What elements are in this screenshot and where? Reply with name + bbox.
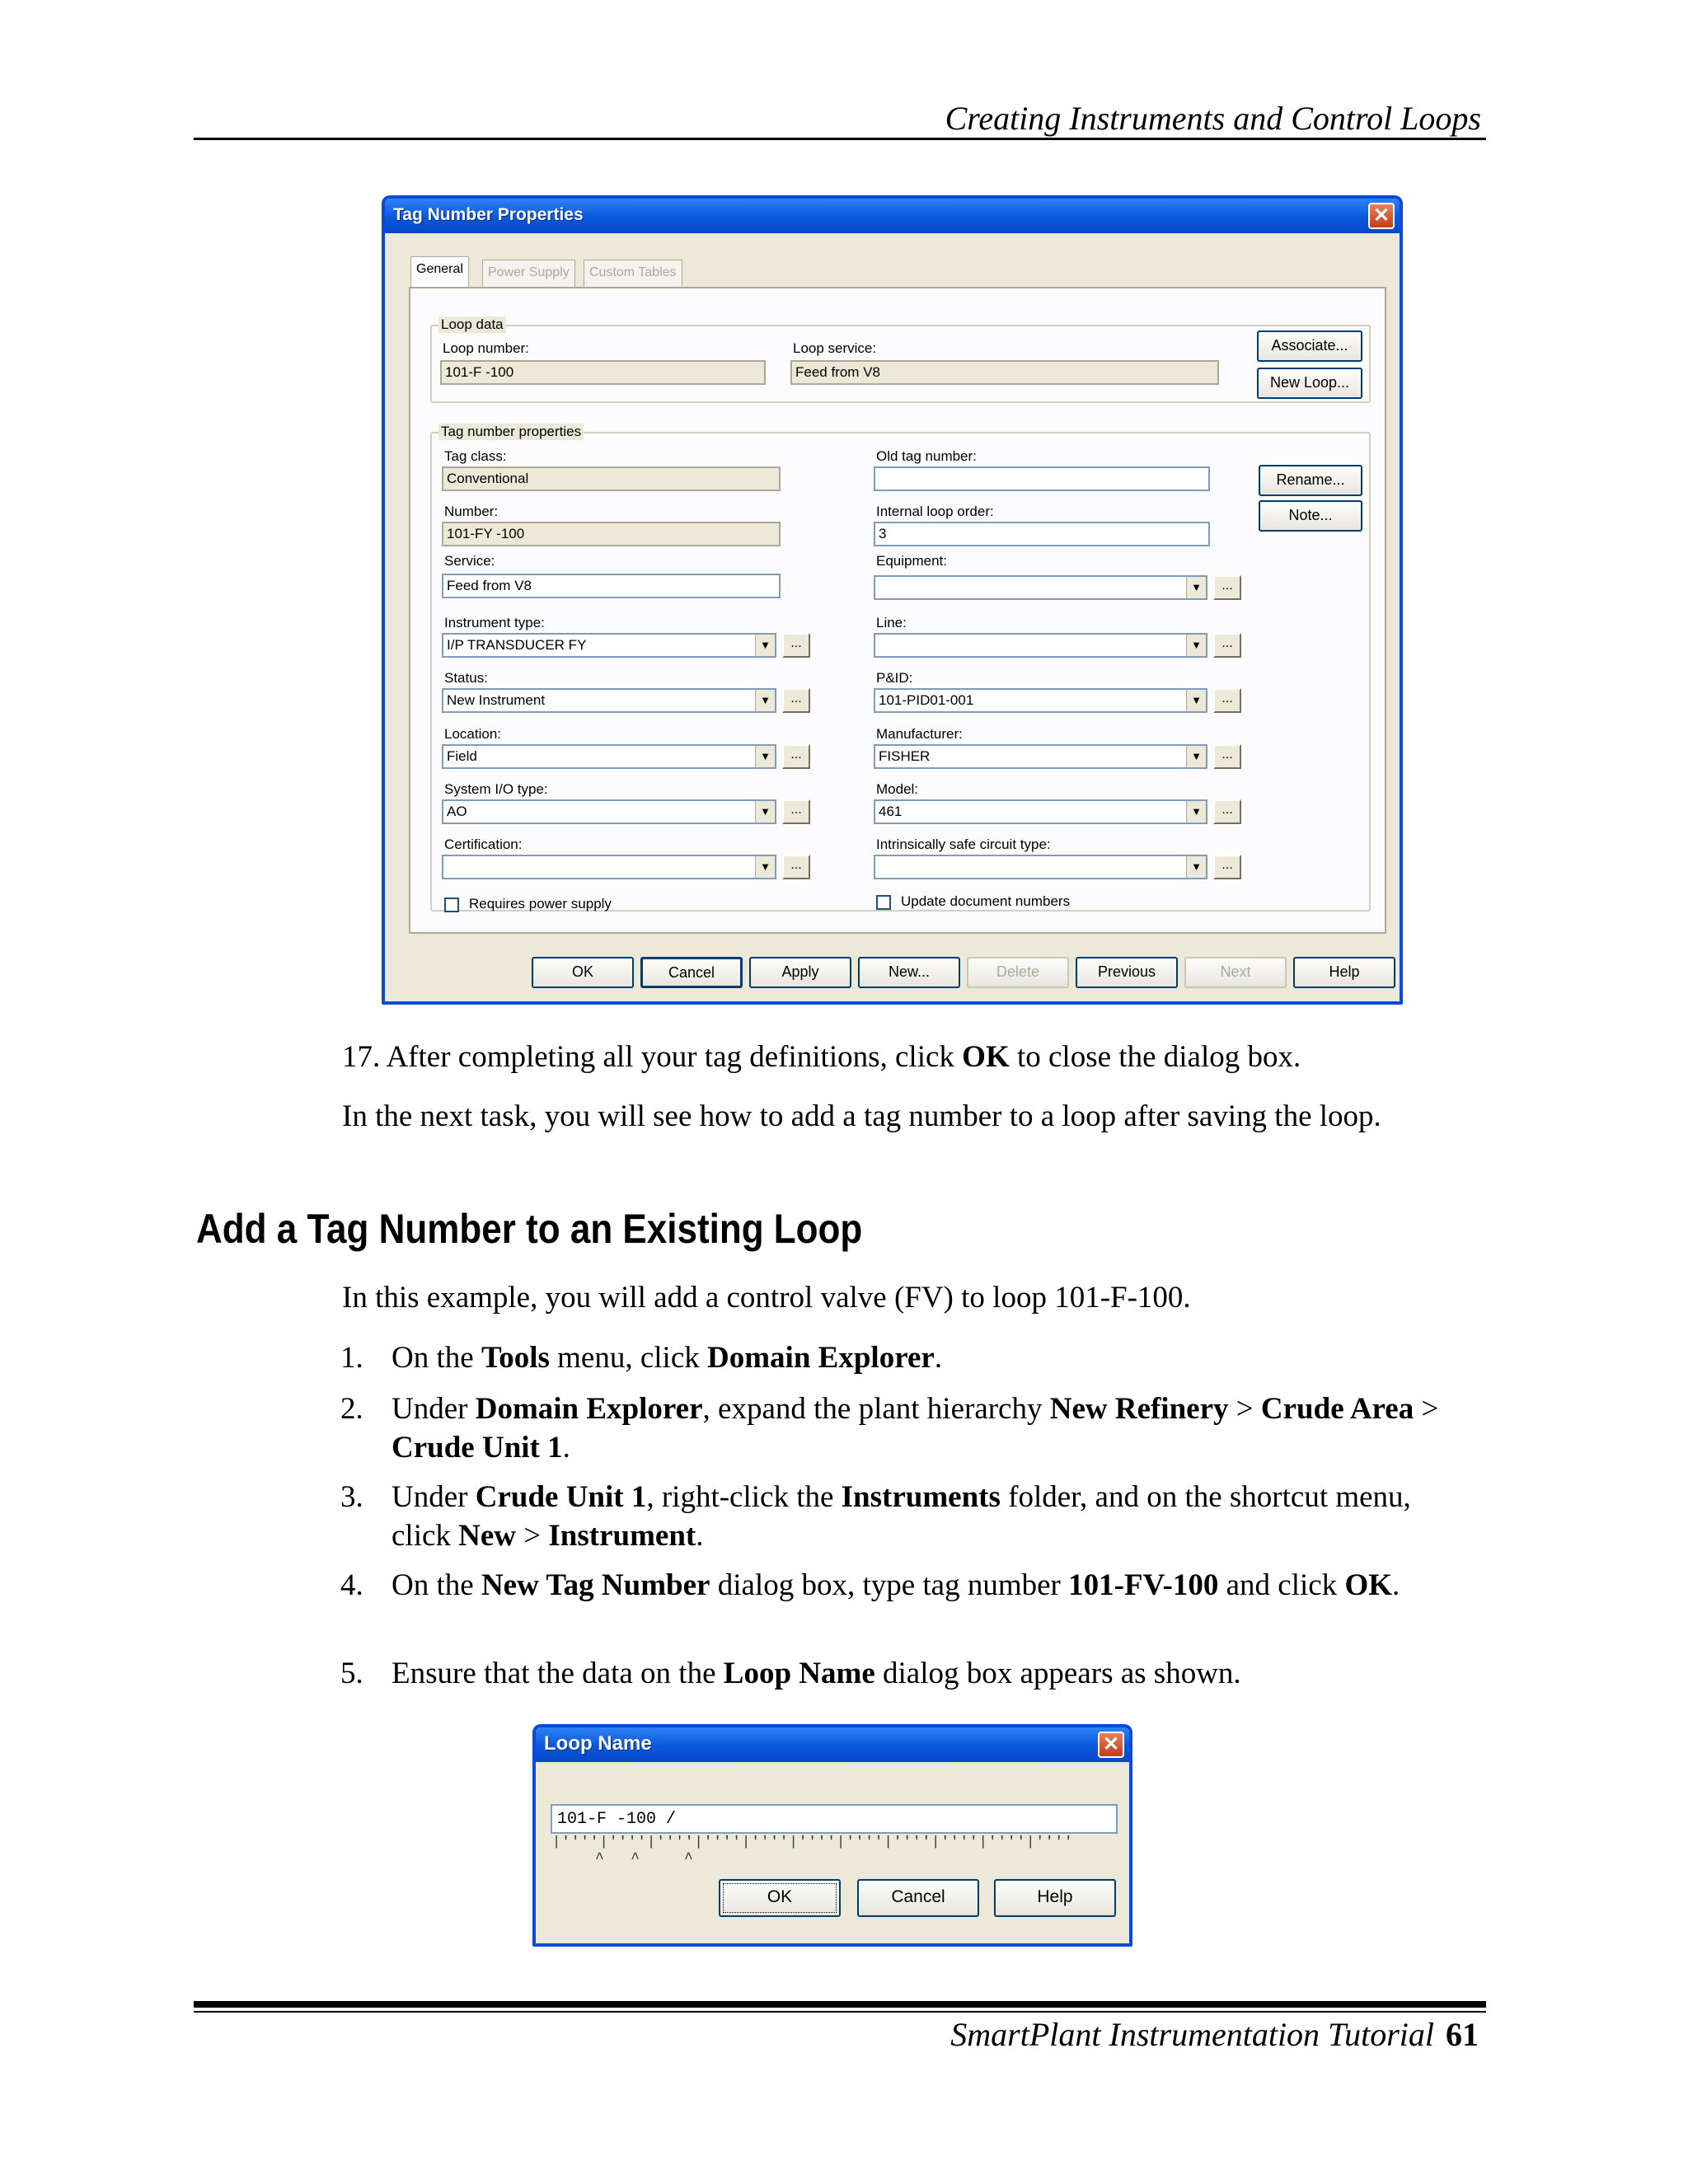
intro-paragraph: In this example, you will add a control valve (FV) to loop 101-F-100.	[342, 1281, 1191, 1315]
status-select[interactable]	[442, 688, 776, 713]
dropdown-arrow-icon[interactable]: ▼	[1186, 856, 1206, 878]
system-io-type-browse-button[interactable]: ...	[782, 799, 810, 824]
dropdown-arrow-icon[interactable]: ▼	[755, 690, 775, 711]
model-select[interactable]	[874, 799, 1207, 824]
step-text: Under Crude Unit 1, right-click the Instruments folder, and on the shortcut menu, click New > Instrument.	[392, 1480, 1411, 1553]
system-io-type-value: AO	[447, 804, 467, 819]
pid-value: 101-PID01-001	[879, 692, 974, 708]
tab-custom-tables[interactable]: Custom Tables	[584, 260, 682, 288]
intrinsically-safe-circuit-type-browse-button[interactable]: ...	[1213, 855, 1241, 879]
pid-select[interactable]	[874, 688, 1207, 713]
certification-browse-button[interactable]: ...	[782, 855, 810, 879]
dialog-title: Tag Number Properties	[393, 205, 584, 224]
step-number: 5.	[340, 1657, 363, 1690]
step-text: On the New Tag Number dialog box, type tag number 101-FV-100 and click OK.	[392, 1568, 1400, 1602]
close-button[interactable]: ✕	[1368, 203, 1395, 229]
number-field: 101-FY -100	[442, 522, 781, 546]
manufacturer-select[interactable]	[874, 744, 1207, 769]
step-17	[342, 1038, 1301, 1076]
old-tag-number-field[interactable]	[874, 466, 1210, 491]
certification-select[interactable]	[442, 855, 776, 879]
tab-power-supply[interactable]: Power Supply	[482, 260, 575, 288]
dropdown-arrow-icon[interactable]: ▼	[1186, 801, 1206, 823]
location-browse-button[interactable]: ...	[782, 744, 810, 769]
running-head-title: Creating Instruments and Control Loops	[945, 100, 1481, 137]
pid-browse-button[interactable]: ...	[1213, 688, 1241, 713]
model-value: 461	[879, 804, 903, 819]
step-4	[342, 1566, 1463, 1643]
line-select[interactable]	[874, 633, 1207, 658]
step-text: On the Tools menu, click Domain Explorer.	[392, 1341, 943, 1375]
loop-service-field: Feed from V8	[790, 360, 1219, 385]
running-head	[194, 97, 1486, 140]
step-2	[342, 1390, 1463, 1467]
step-number: 1.	[340, 1341, 363, 1375]
model-label: Model:	[876, 781, 919, 797]
intrinsically-safe-circuit-type-label: Intrinsically safe circuit type:	[876, 837, 1051, 852]
cancel-button[interactable]: Cancel	[857, 1879, 979, 1917]
line-browse-button[interactable]: ...	[1213, 633, 1241, 658]
help-button[interactable]: Help	[994, 1879, 1116, 1917]
new-loop-button[interactable]: New Loop...	[1257, 368, 1362, 399]
step-number: 3.	[340, 1480, 363, 1514]
intrinsically-safe-circuit-type-select[interactable]	[874, 855, 1207, 879]
footer-rule	[194, 2001, 1486, 2008]
step-3	[342, 1478, 1463, 1555]
service-field[interactable]: Feed from V8	[442, 574, 781, 598]
status-label: Status:	[444, 670, 488, 686]
service-label: Service:	[444, 553, 495, 569]
rename-button[interactable]: Rename...	[1259, 465, 1362, 496]
tab-general[interactable]: General	[410, 256, 469, 288]
loop-name-dialog	[532, 1724, 1132, 1947]
loop-data-caption: Loop data	[438, 316, 506, 333]
old-tag-number-label: Old tag number:	[876, 448, 977, 464]
footer-rule-thin	[194, 2011, 1486, 2013]
instrument-type-value: I/P TRANSDUCER FY	[447, 637, 587, 653]
dropdown-arrow-icon[interactable]: ▼	[755, 801, 775, 823]
next-task-paragraph: In the next task, you will see how to add a tag number to a loop after saving the loop.	[342, 1099, 1381, 1133]
step-text: Under Domain Explorer, expand the plant hierarchy New Refinery > Crude Area > Crude Unit 1.	[392, 1392, 1439, 1465]
delete-button[interactable]: Delete	[967, 957, 1069, 988]
note-button[interactable]: Note...	[1259, 500, 1362, 532]
system-io-type-select[interactable]	[442, 799, 776, 824]
system-io-type-label: System I/O type:	[444, 781, 548, 797]
dialog-title: Loop Name	[544, 1732, 652, 1755]
loop-number-field: 101-F -100	[440, 360, 766, 385]
dropdown-arrow-icon[interactable]: ▼	[755, 635, 775, 656]
dropdown-arrow-icon[interactable]: ▼	[755, 746, 775, 767]
step-number: 4.	[340, 1568, 363, 1602]
step-17-ok: OK	[962, 1040, 1010, 1074]
step-number: 2.	[340, 1392, 363, 1426]
tag-number-properties-dialog	[382, 195, 1403, 1005]
manufacturer-browse-button[interactable]: ...	[1213, 744, 1241, 769]
tag-number-properties-caption: Tag number properties	[438, 424, 584, 440]
apply-button[interactable]: Apply	[749, 957, 851, 988]
update-document-numbers-label: Update document numbers	[901, 893, 1071, 909]
footer-title: SmartPlant Instrumentation Tutorial	[950, 2016, 1434, 2053]
step-1	[342, 1338, 1463, 1377]
instrument-type-label: Instrument type:	[444, 615, 545, 630]
loop-name-segment-markers: ^ ^ ^	[595, 1851, 693, 1868]
previous-button[interactable]: Previous	[1076, 957, 1178, 988]
equipment-label: Equipment:	[876, 553, 947, 569]
next-button[interactable]: Next	[1184, 957, 1287, 988]
dropdown-arrow-icon[interactable]: ▼	[1186, 577, 1206, 598]
manufacturer-value: FISHER	[879, 748, 931, 764]
tag-class-label: Tag class:	[444, 448, 507, 464]
loop-number-label: Loop number:	[443, 340, 529, 356]
status-browse-button[interactable]: ...	[782, 688, 810, 713]
close-button[interactable]: ✕	[1098, 1732, 1124, 1758]
requires-power-supply-label: Requires power supply	[469, 896, 612, 912]
internal-loop-order-field[interactable]: 3	[874, 522, 1210, 546]
manufacturer-label: Manufacturer:	[876, 726, 963, 742]
pid-label: P&ID:	[876, 670, 913, 686]
line-label: Line:	[876, 615, 907, 630]
ok-button[interactable]: OK	[719, 1879, 841, 1917]
loop-name-ruler: |''''|''''|''''|''''|''''|''''|''''|''''|''''|''''|''''	[552, 1835, 1074, 1850]
equipment-select[interactable]	[874, 575, 1207, 600]
associate-button[interactable]: Associate...	[1257, 330, 1362, 362]
page-number: 61	[1446, 2016, 1479, 2053]
step-text: Ensure that the data on the Loop Name dialog box appears as shown.	[392, 1657, 1241, 1690]
internal-loop-order-label: Internal loop order:	[876, 504, 994, 519]
instrument-type-select[interactable]	[442, 633, 776, 658]
model-browse-button[interactable]: ...	[1213, 799, 1241, 824]
tag-class-field: Conventional	[442, 466, 781, 491]
step-5	[342, 1654, 1463, 1693]
requires-power-supply-checkbox[interactable]	[444, 898, 459, 912]
cancel-button[interactable]: Cancel	[640, 957, 743, 988]
location-label: Location:	[444, 726, 501, 742]
instrument-type-browse-button[interactable]: ...	[782, 633, 810, 658]
number-label: Number:	[444, 504, 499, 519]
help-button[interactable]: Help	[1293, 957, 1395, 988]
step-17-end: to close the dialog box.	[1009, 1040, 1301, 1074]
update-document-numbers-checkbox[interactable]	[876, 895, 891, 910]
location-select[interactable]	[442, 744, 776, 769]
section-heading: Add a Tag Number to an Existing Loop	[196, 1206, 863, 1252]
loop-service-label: Loop service:	[793, 340, 877, 356]
ok-button[interactable]: OK	[532, 957, 634, 988]
status-value: New Instrument	[447, 692, 546, 708]
equipment-browse-button[interactable]: ...	[1213, 575, 1241, 600]
page-footer	[950, 2015, 1479, 2054]
dropdown-arrow-icon[interactable]: ▼	[1186, 746, 1206, 767]
new-button[interactable]: New...	[858, 957, 960, 988]
location-value: Field	[447, 748, 477, 764]
step-17-text: 17. After completing all your tag definitions, click	[342, 1040, 963, 1074]
dropdown-arrow-icon[interactable]: ▼	[1186, 690, 1206, 711]
dropdown-arrow-icon[interactable]: ▼	[1186, 635, 1206, 656]
dropdown-arrow-icon[interactable]: ▼	[755, 856, 775, 878]
title-bar[interactable]	[385, 199, 1400, 233]
loop-name-field[interactable]: 101-F -100 /	[551, 1804, 1118, 1834]
certification-label: Certification:	[444, 837, 523, 852]
title-bar[interactable]	[536, 1727, 1129, 1762]
